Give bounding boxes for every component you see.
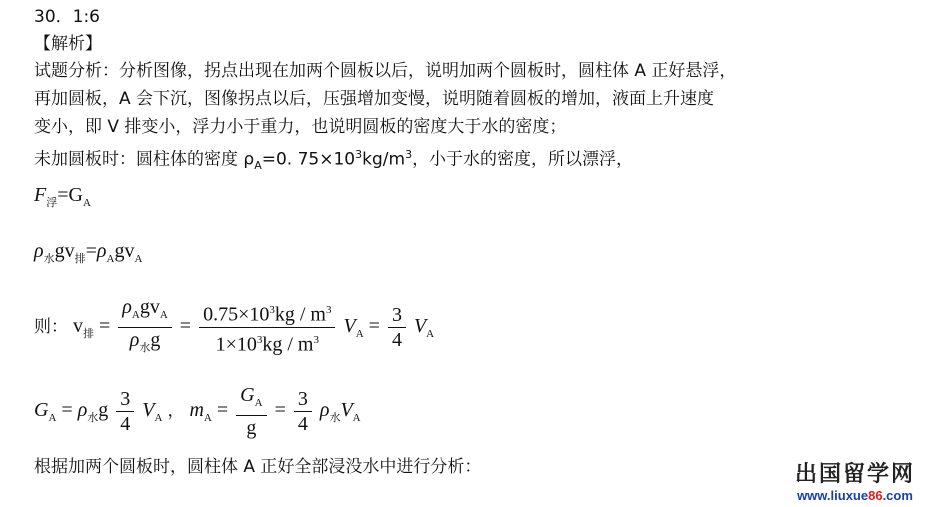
volume-symbol: V (340, 399, 353, 422)
subscript: A (134, 253, 143, 265)
density-value: =0. 75×10 (261, 149, 356, 170)
rho-symbol: ρ (122, 296, 132, 318)
subscript: A (82, 197, 91, 209)
subscript: 水 (87, 412, 99, 425)
subscript: 排 (74, 253, 86, 265)
volume-symbol: V (413, 315, 427, 338)
denominator: 4 (120, 413, 131, 435)
gv-term: gv (54, 240, 75, 262)
numerator: 3 (294, 388, 312, 412)
fraction-three-quarters (116, 388, 134, 435)
rho-symbol: ρ (319, 399, 330, 422)
final-analysis-line: 根据加两个圆板时，圆柱体 A 正好全部浸没水中进行分析： (34, 457, 482, 477)
gv-term: gv (114, 240, 135, 262)
rho-symbol: ρ (96, 240, 107, 262)
subscript: A (254, 159, 262, 173)
denominator: 4 (297, 413, 308, 435)
analysis-line-4 (34, 144, 633, 177)
numerator: 3 (388, 304, 406, 328)
weight-symbol: G (34, 399, 49, 422)
density-unit: kg/m (362, 149, 406, 170)
subscript: 水 (139, 342, 151, 354)
equation-rhs: =G (57, 184, 83, 206)
equals-sign: = (179, 315, 192, 338)
superscript: 3 (325, 304, 332, 317)
subscript: A (154, 412, 163, 425)
equals-sign: = (368, 315, 380, 338)
fraction-weight-over-g (236, 384, 266, 439)
superscript: 3 (313, 334, 319, 346)
watermark-logo (795, 462, 915, 503)
subscript: A (48, 412, 57, 425)
superscript: 3 (269, 304, 275, 317)
subscript: A (159, 309, 168, 321)
analysis-line-3: 变小，即 V 排变小，浮力小于重力，也说明圆板的密度大于水的密度； (34, 117, 567, 137)
fraction-values (199, 299, 335, 355)
g-term: g (246, 417, 257, 439)
url-highlight: 86 (868, 488, 883, 503)
subscript: 排 (83, 328, 94, 341)
equation-buoyancy (34, 184, 91, 210)
denominator-value: 1×10 (215, 333, 257, 356)
subscript: A (131, 309, 140, 321)
g-term: g (98, 399, 109, 422)
subscript: 浮 (46, 197, 58, 209)
subscript: A (426, 328, 435, 341)
fraction-three-quarters (294, 388, 312, 435)
unit: kg / m (262, 333, 314, 356)
subscript: A (352, 412, 361, 425)
problem-label: 30．1:6 (34, 7, 100, 27)
subscript: 水 (43, 253, 55, 265)
conclusion-text: ，小于水的密度，所以漂浮， (412, 149, 634, 170)
watermark-title: 出国留学网 (794, 462, 915, 487)
density-text: 未加圆板时：圆柱体的密度 ρ (34, 149, 255, 170)
superscript: 3 (355, 148, 363, 161)
analysis-line-2: 再加圆板，A 会下沉，图像拐点以后，压强增加变慢，说明随着圆板的增加，液面上升速度 (34, 89, 715, 109)
rho-symbol: ρ (34, 240, 44, 262)
volume-symbol: V (142, 399, 155, 422)
watermark-url (795, 488, 915, 503)
force-symbol: F (34, 184, 47, 206)
section-header: 【解析】 (34, 34, 102, 54)
weight-symbol: G (240, 384, 255, 406)
equation-weight-mass (34, 384, 361, 439)
subscript: A (203, 412, 212, 425)
equals-sign: = (85, 240, 97, 262)
gv-term: gv (139, 296, 160, 318)
subscript: A (254, 397, 263, 409)
equation-volume-ratio (34, 296, 434, 359)
equals-sign: = (99, 315, 111, 338)
subscript: A (355, 328, 364, 341)
equation-density-balance (34, 240, 142, 266)
equals-sign: = (274, 399, 286, 422)
url-part: .com (882, 488, 913, 503)
analysis-line-1: 试题分析：分析图像，拐点出现在加两个圆板以后，说明加两个圆板时，圆柱体 A 正好悬浮， (34, 61, 737, 81)
numerator-value: 0.75×10 (203, 304, 270, 326)
rho-symbol: ρ (129, 329, 140, 351)
separator: ， (167, 401, 185, 422)
rho-symbol: ρ (77, 399, 88, 422)
url-part: www.liuxue (797, 488, 869, 503)
unit: kg / m (274, 304, 326, 326)
fraction-three-quarters (388, 304, 406, 351)
equation-prefix: 则： (34, 317, 68, 338)
numerator: 3 (116, 388, 134, 412)
subscript: 水 (329, 412, 341, 425)
equals-sign: = (61, 399, 73, 422)
superscript: 3 (256, 334, 263, 346)
g-term: g (150, 329, 161, 351)
equals-sign: = (216, 399, 229, 422)
volume-symbol: v (73, 315, 83, 338)
subscript: A (106, 253, 115, 265)
mass-symbol: m (189, 399, 204, 422)
superscript: 3 (405, 148, 413, 161)
fraction-density (118, 296, 172, 359)
volume-symbol: V (343, 315, 356, 338)
denominator: 4 (391, 329, 402, 351)
